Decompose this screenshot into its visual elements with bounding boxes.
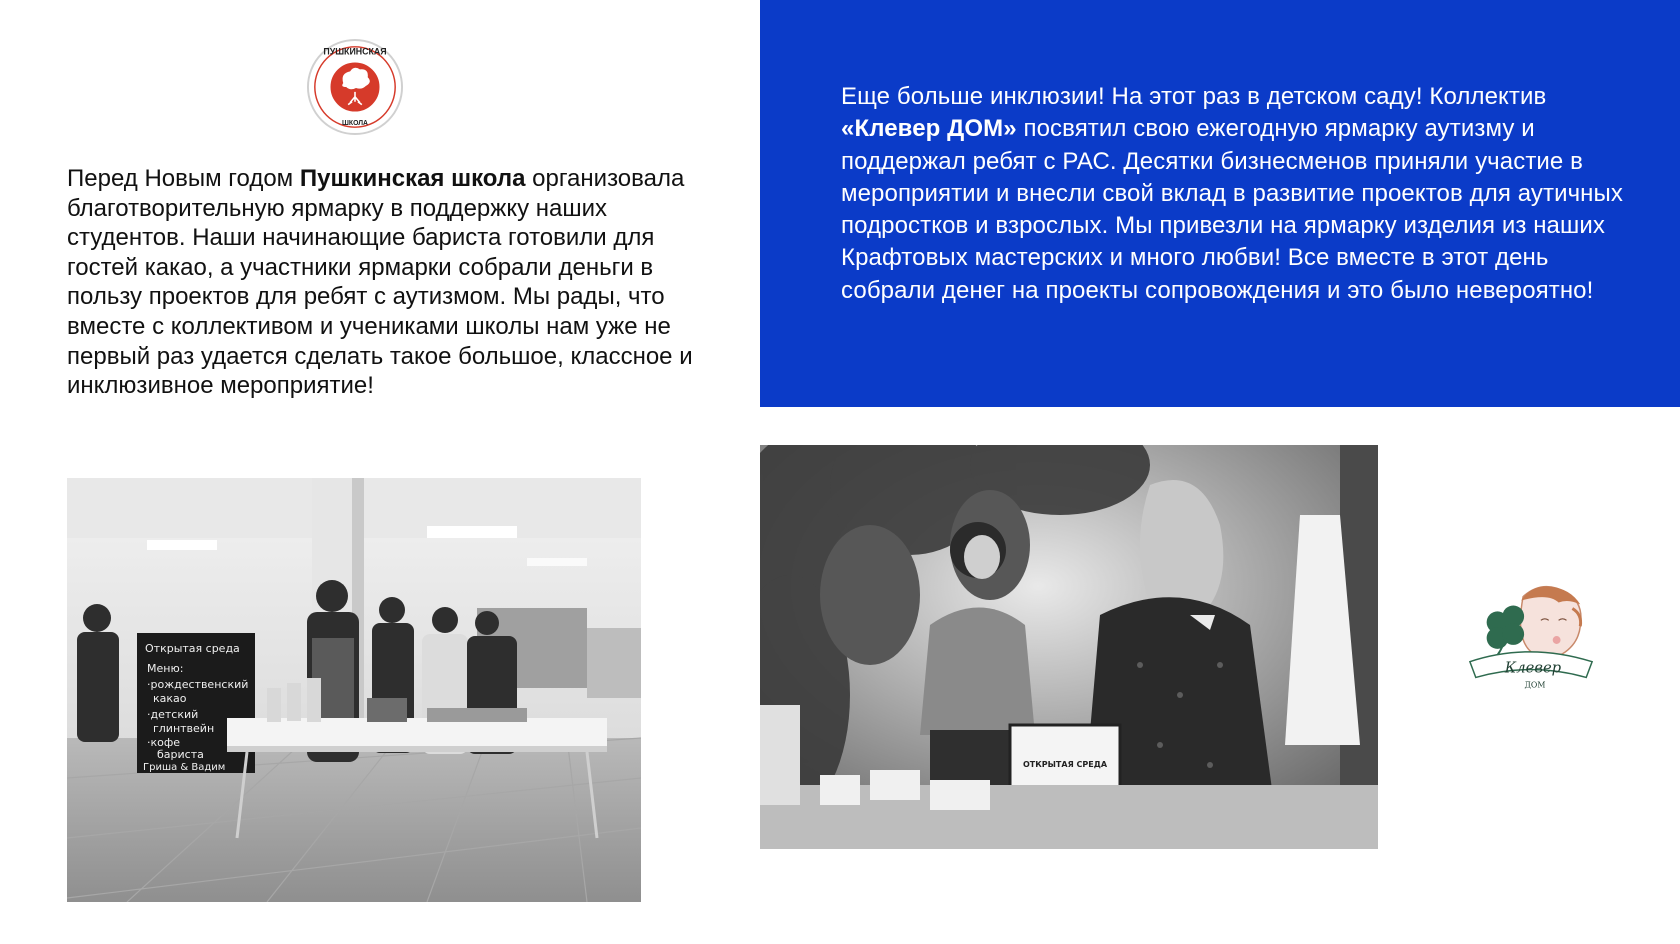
board-line: Гриша & Вадим (143, 762, 226, 773)
left-paragraph-start: Перед Новым годом (67, 165, 300, 192)
board-title: Открытая среда (145, 642, 240, 655)
logo-bottom-text: ШКОЛА (341, 120, 369, 128)
board-line: бариста (157, 748, 204, 761)
collective-name: «Клевер ДОМ» (841, 115, 1017, 143)
board-line: ·детский (147, 708, 199, 721)
school-name: Пушкинская школа (299, 165, 526, 192)
klever-name: Клевер (1504, 659, 1562, 677)
board-line: ·кофе (147, 736, 181, 749)
board-line: глинтвейн (153, 722, 215, 735)
right-paragraph-body: посвятил свою ежегодную ярмарку аутизму и поддержал ребят с РАС. Десятки бизнесменов приняли участие в мероприятии и внесли свой вклад в развитие проектов для аутичных подростков и взрослых. Мы привезли на ярмарку изделия из наших Крафтовых мастерских и много любви! Все вместе в этот день собрали денег на проекты сопровождения и это было невероятно! (841, 115, 1623, 304)
board-line: Меню: (147, 662, 184, 675)
left-paragraph (67, 164, 717, 401)
school-fair-photo (67, 478, 641, 902)
sign-text: ОТКРЫТАЯ СРЕДА (1022, 760, 1108, 769)
klever-dom-logo (1462, 578, 1600, 702)
logo-top-text: ПУШКИНСКАЯ (323, 46, 387, 57)
right-paragraph-start: Еще больше инклюзии! На этот раз в детском саду! Коллектив (841, 83, 1547, 110)
board-line: какао (153, 692, 187, 705)
board-line: ·рождественский (147, 678, 249, 691)
klever-sub: ДОМ (1524, 680, 1546, 690)
pushkin-school-logo (306, 38, 404, 136)
right-paragraph (841, 81, 1641, 307)
kindergarten-fair-photo (760, 445, 1378, 849)
left-paragraph-body: организовала благотворительную ярмарку в поддержку наших студентов. Наши начинающие бариста готовили для гостей какао, а участники ярмарки собрали деньги в пользу проектов для ребят с аутизмом. Мы рады, что вместе с коллективом и учениками школы нам уже не первый раз удается сделать такое большое, классное и инклюзивное мероприятие! (67, 165, 693, 400)
